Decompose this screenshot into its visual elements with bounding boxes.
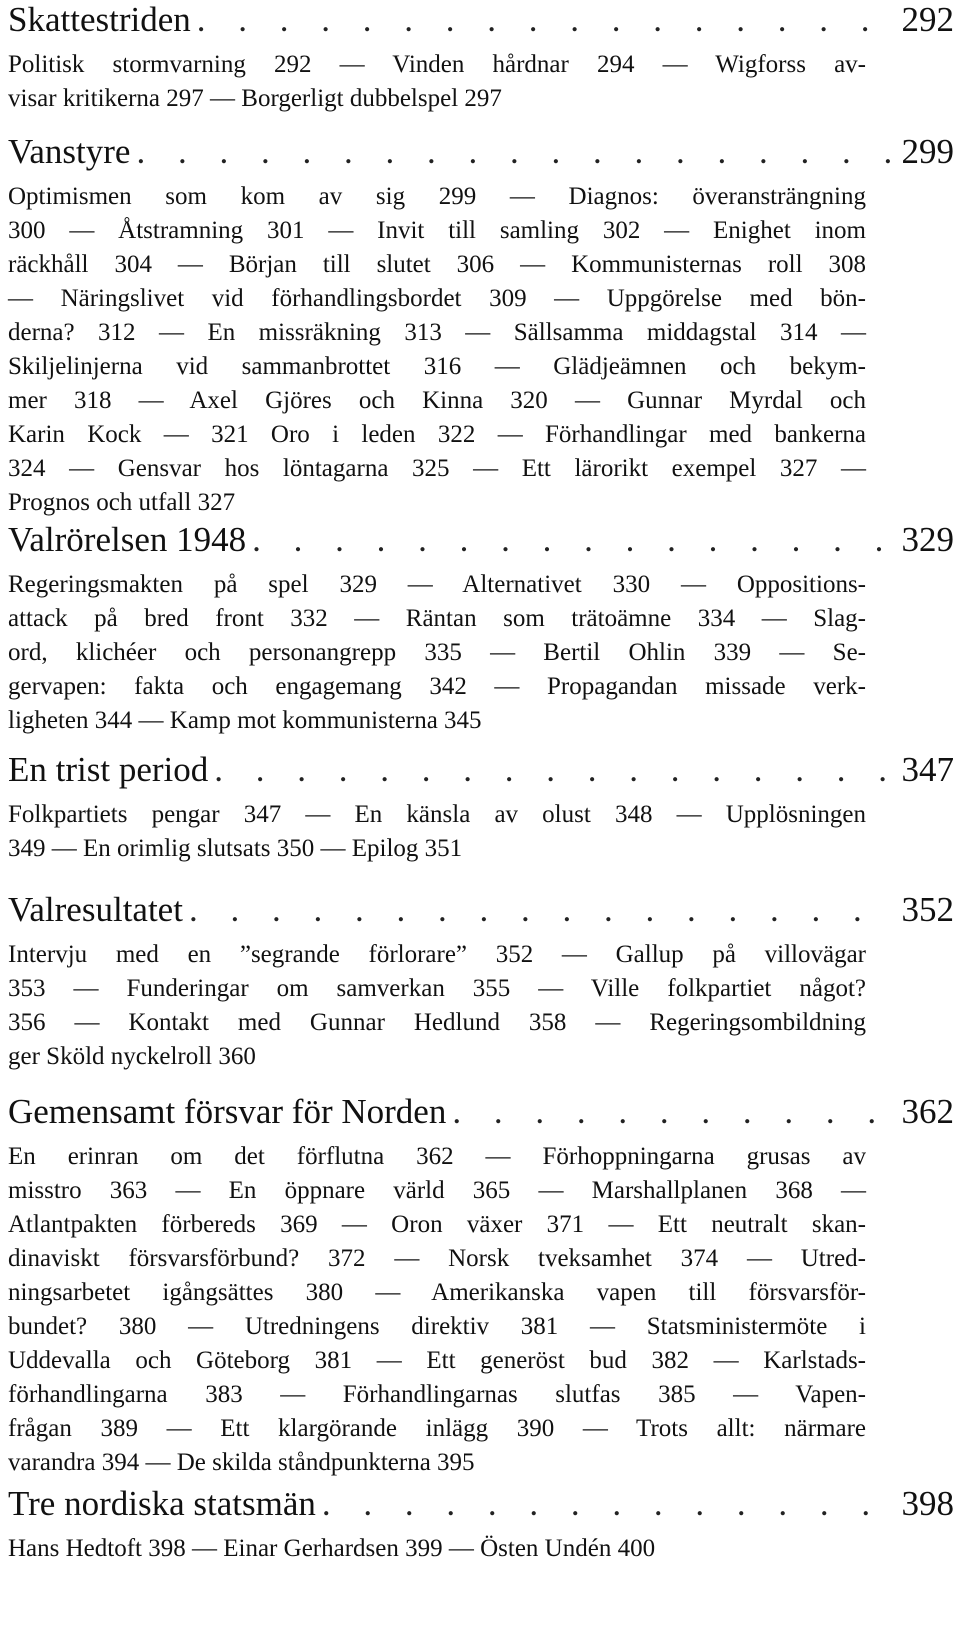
toc-chapter	[8, 1092, 954, 1480]
summary-line: Hans Hedtoft 398 — Einar Gerhardsen 399 — Östen Undén 400	[8, 1535, 656, 1562]
chapter-title: Tre nordiska statsmän	[8, 1484, 316, 1523]
dot-leader	[214, 750, 895, 790]
summary-line: ningsarbetet igångsättes 380 — Amerikanska vapen till försvarsför-	[8, 1279, 866, 1306]
summary-line: 324 — Gensvar hos löntagarna 325 — Ett lärorikt exempel 327 —	[8, 455, 866, 482]
summary-line: ligheten 344 — Kamp mot kommunisterna 345	[8, 707, 482, 734]
summary-line: 356 — Kontakt med Gunnar Hedlund 358 — Regeringsombildning	[8, 1009, 866, 1036]
summary-line: — Näringslivet vid förhandlingsbordet 309 — Uppgörelse med bön-	[8, 285, 866, 312]
summary-line: misstro 363 — En öppnare värld 365 — Marshallplanen 368 —	[8, 1177, 866, 1204]
summary-line: Intervju med en ”segrande förlorare” 352 — Gallup på villovägar	[8, 941, 866, 968]
summary-line: gervapen: fakta och engagemang 342 — Propagandan missade verk-	[8, 673, 866, 700]
toc-chapter	[8, 520, 954, 738]
summary-line: Folkpartiets pengar 347 — En känsla av olust 348 — Upplösningen	[8, 801, 866, 828]
chapter-page-number: 352	[901, 890, 954, 929]
chapter-summary	[8, 1532, 866, 1566]
summary-line: Karin Kock — 321 Oro i leden 322 — Förhandlingar med bankerna	[8, 421, 866, 448]
summary-line: ger Sköld nyckelroll 360	[8, 1043, 256, 1070]
chapter-heading	[8, 132, 954, 176]
toc-chapter	[8, 1484, 954, 1566]
summary-line: Politisk stormvarning 292 — Vinden hårdnar 294 — Wigforss av-	[8, 51, 866, 78]
chapter-summary	[8, 180, 866, 520]
chapter-title: Skattestriden	[8, 0, 191, 39]
chapter-page-number: 329	[901, 520, 954, 559]
summary-line: bundet? 380 — Utredningens direktiv 381 — Statsministermöte i	[8, 1313, 866, 1340]
toc-chapter	[8, 890, 954, 1074]
toc-chapter	[8, 132, 954, 520]
chapter-page-number: 398	[901, 1484, 954, 1523]
dot-leader	[252, 520, 895, 560]
summary-line: visar kritikerna 297 — Borgerligt dubbelspel 297	[8, 85, 502, 112]
summary-line: 353 — Funderingar om samverkan 355 — Ville folkpartiet något?	[8, 975, 866, 1002]
summary-line: Optimismen som kom av sig 299 — Diagnos: överansträngning	[8, 183, 866, 210]
summary-line: förhandlingarna 383 — Förhandlingarnas slutfas 385 — Vapen-	[8, 1381, 866, 1408]
chapter-heading	[8, 520, 954, 564]
summary-line: mer 318 — Axel Gjöres och Kinna 320 — Gunnar Myrdal och	[8, 387, 866, 414]
chapter-page-number: 362	[901, 1092, 954, 1131]
summary-line: Atlantpakten förbereds 369 — Oron växer 371 — Ett neutralt skan-	[8, 1211, 866, 1238]
chapter-title: Vanstyre	[8, 132, 131, 171]
summary-line: 300 — Åtstramning 301 — Invit till samling 302 — Enighet inom	[8, 217, 866, 244]
toc-chapter	[8, 0, 954, 116]
toc-chapter	[8, 750, 954, 866]
summary-line: Uddevalla och Göteborg 381 — Ett generöst bud 382 — Karlstads-	[8, 1347, 866, 1374]
chapter-title: Valresultatet	[8, 890, 183, 929]
chapter-summary	[8, 798, 866, 866]
chapter-heading	[8, 890, 954, 934]
summary-line: räckhåll 304 — Början till slutet 306 — Kommunisternas roll 308	[8, 251, 866, 278]
chapter-summary	[8, 1140, 866, 1480]
chapter-page-number: 299	[901, 132, 954, 171]
summary-line: derna? 312 — En missräkning 313 — Sällsamma middagstal 314 —	[8, 319, 866, 346]
chapter-heading	[8, 750, 954, 794]
summary-line: Prognos och utfall 327	[8, 489, 236, 516]
summary-line: frågan 389 — Ett klargörande inlägg 390 — Trots allt: närmare	[8, 1415, 866, 1442]
chapter-title: En trist period	[8, 750, 209, 789]
dot-leader	[136, 132, 895, 172]
summary-line: varandra 394 — De skilda ståndpunkterna 395	[8, 1449, 475, 1476]
chapter-title: Gemensamt försvar för Norden	[8, 1092, 447, 1131]
chapter-summary	[8, 48, 866, 116]
summary-line: Regeringsmakten på spel 329 — Alternativet 330 — Oppositions-	[8, 571, 866, 598]
dot-leader	[452, 1092, 895, 1132]
chapter-title: Valrörelsen 1948	[8, 520, 247, 559]
chapter-heading	[8, 0, 954, 44]
summary-line: ord, klichéer och personangrepp 335 — Bertil Ohlin 339 — Se-	[8, 639, 866, 666]
chapter-summary	[8, 568, 866, 738]
dot-leader	[197, 0, 896, 40]
chapter-page-number: 347	[901, 750, 954, 789]
chapter-heading	[8, 1484, 954, 1528]
summary-line: dinaviskt försvarsförbund? 372 — Norsk tveksamhet 374 — Utred-	[8, 1245, 866, 1272]
summary-line: attack på bred front 332 — Räntan som trätoämne 334 — Slag-	[8, 605, 866, 632]
summary-line: Skiljelinjerna vid sammanbrottet 316 — Glädjeämnen och bekym-	[8, 353, 866, 380]
chapter-heading	[8, 1092, 954, 1136]
chapter-summary	[8, 938, 866, 1074]
dot-leader	[189, 890, 896, 930]
dot-leader	[322, 1484, 896, 1524]
summary-line: 349 — En orimlig slutsats 350 — Epilog 351	[8, 835, 463, 862]
chapter-page-number: 292	[901, 0, 954, 39]
summary-line: En erinran om det förflutna 362 — Förhoppningarna grusas av	[8, 1143, 866, 1170]
